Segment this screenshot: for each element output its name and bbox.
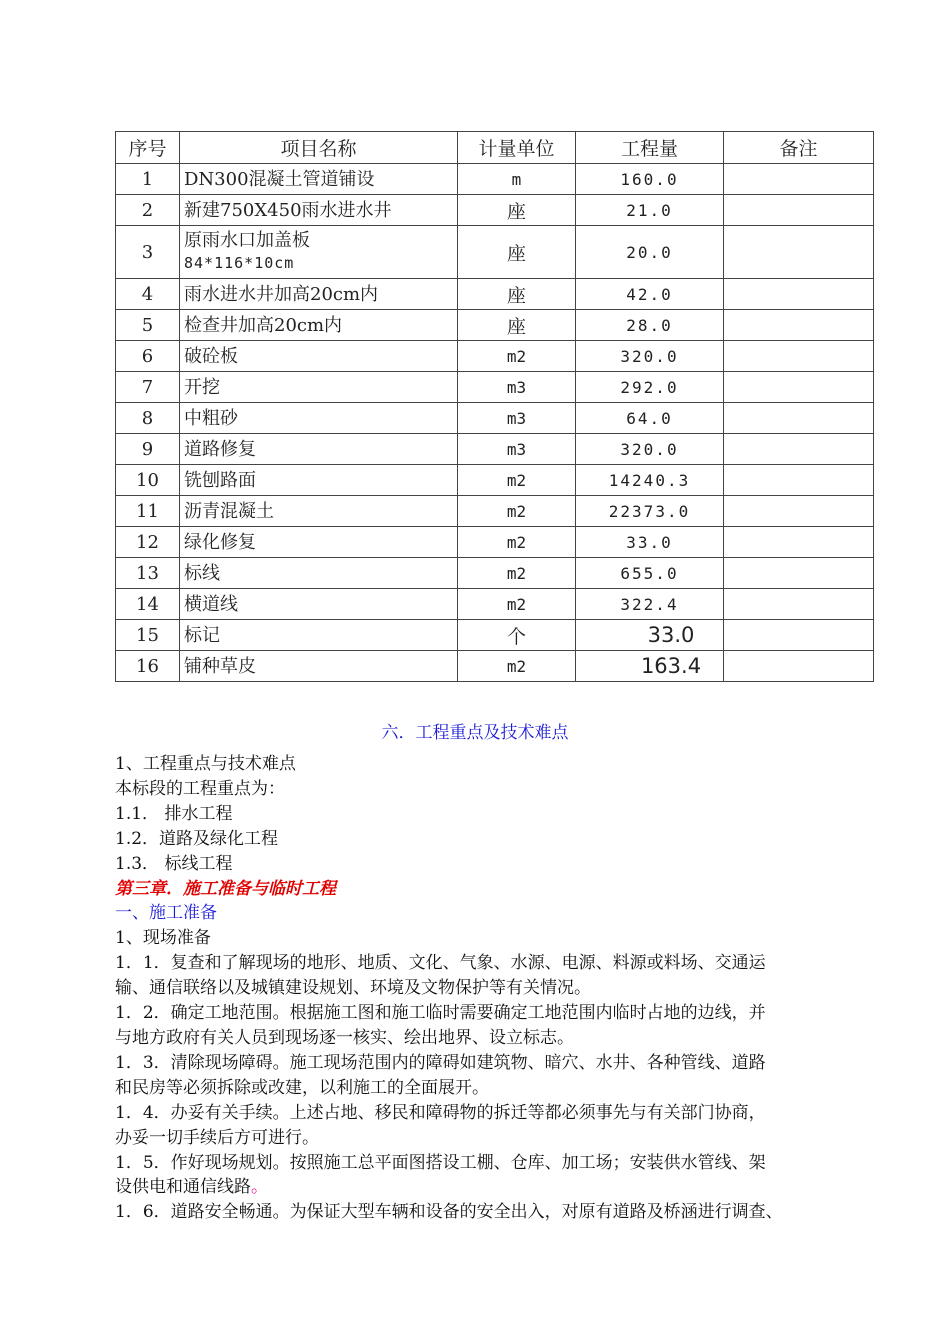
paragraph: 输、通信联络以及城镇建设规划、环境及文物保护等有关情况。 xyxy=(115,978,591,999)
table-row xyxy=(116,372,874,403)
subsection-heading: 一、施工准备 xyxy=(115,903,217,924)
cell-qty: 20.0 xyxy=(576,226,724,279)
cell-no: 10 xyxy=(116,465,180,496)
table-row xyxy=(116,164,874,195)
cell-name-line2: 84*116*10cm xyxy=(184,254,295,272)
table-row xyxy=(116,403,874,434)
cell-unit: m2 xyxy=(458,341,576,372)
paragraph: 本标段的工程重点为： xyxy=(115,778,285,799)
cell-note xyxy=(724,226,874,279)
cell-note xyxy=(724,310,874,341)
paragraph: 办妥一切手续后方可进行。 xyxy=(115,1127,319,1148)
cell-note xyxy=(724,527,874,558)
cell-note xyxy=(724,651,874,682)
col-header-no: 序号 xyxy=(116,132,180,164)
cell-no: 7 xyxy=(116,372,180,403)
cell-qty: 655.0 xyxy=(576,558,724,589)
cell-name: 沥青混凝土 xyxy=(180,496,458,527)
col-header-unit: 计量单位 xyxy=(458,132,576,164)
cell-no: 3 xyxy=(116,226,180,279)
cell-qty: 28.0 xyxy=(576,310,724,341)
cell-note xyxy=(724,558,874,589)
table-row xyxy=(116,226,874,279)
cell-name: 绿化修复 xyxy=(180,527,458,558)
table-row xyxy=(116,651,874,682)
paragraph-text: 设供电和通信线路 xyxy=(115,1177,251,1198)
cell-qty: 33.0 xyxy=(576,620,724,651)
paragraph: 1．3．清除现场障碍。施工现场范围内的障碍如建筑物、暗穴、水井、各种管线、道路 xyxy=(115,1052,766,1073)
cell-note xyxy=(724,496,874,527)
paragraph: 与地方政府有关人员到现场逐一核实、绘出地界、设立标志。 xyxy=(115,1027,574,1048)
cell-no: 13 xyxy=(116,558,180,589)
table-header-row xyxy=(116,132,874,164)
cell-no: 6 xyxy=(116,341,180,372)
cell-qty: 320.0 xyxy=(576,341,724,372)
cell-unit: m3 xyxy=(458,403,576,434)
cell-note xyxy=(724,164,874,195)
cell-name: 标记 xyxy=(180,620,458,651)
cell-name xyxy=(180,226,458,279)
cell-unit: m2 xyxy=(458,496,576,527)
paragraph: 1.2．道路及绿化工程 xyxy=(115,828,279,849)
paragraph: 1．4．办妥有关手续。上述占地、移民和障碍物的拆迁等都必须事先与有关部门协商， xyxy=(115,1102,766,1123)
table-row xyxy=(116,527,874,558)
cell-unit: m2 xyxy=(458,589,576,620)
chapter-heading: 第三章．施工准备与临时工程 xyxy=(115,878,336,899)
cell-note xyxy=(724,465,874,496)
table-row xyxy=(116,434,874,465)
table-row xyxy=(116,465,874,496)
cell-no: 16 xyxy=(116,651,180,682)
colored-period: 。 xyxy=(251,1177,268,1198)
paragraph: 1．6．道路安全畅通。为保证大型车辆和设备的安全出入，对原有道路及桥涵进行调查、 xyxy=(115,1202,783,1223)
section-title: 六．工程重点及技术难点 xyxy=(381,723,569,743)
table-row xyxy=(116,620,874,651)
col-header-qty: 工程量 xyxy=(576,132,724,164)
cell-name: 道路修复 xyxy=(180,434,458,465)
cell-unit: 座 xyxy=(458,310,576,341)
cell-name: 开挖 xyxy=(180,372,458,403)
paragraph: 1．2．确定工地范围。根据施工图和施工临时需要确定工地范围内临时占地的边线，并 xyxy=(115,1003,766,1024)
cell-note xyxy=(724,341,874,372)
paragraph: 1.1． 排水工程 xyxy=(115,803,233,824)
cell-name: DN300混凝土管道铺设 xyxy=(180,164,458,195)
table-row xyxy=(116,195,874,226)
paragraph: 1．5．作好现场规划。按照施工总平面图搭设工棚、仓库、加工场；安装供水管线、架 xyxy=(115,1152,766,1173)
cell-name: 横道线 xyxy=(180,589,458,620)
cell-note xyxy=(724,620,874,651)
cell-unit: 座 xyxy=(458,226,576,279)
cell-no: 11 xyxy=(116,496,180,527)
cell-unit: 座 xyxy=(458,195,576,226)
cell-no: 2 xyxy=(116,195,180,226)
document-body xyxy=(115,752,885,1225)
cell-qty: 33.0 xyxy=(576,527,724,558)
table-row xyxy=(116,558,874,589)
cell-qty: 160.0 xyxy=(576,164,724,195)
cell-no: 5 xyxy=(116,310,180,341)
cell-no: 15 xyxy=(116,620,180,651)
table-row xyxy=(116,589,874,620)
paragraph: 1、工程重点与技术难点 xyxy=(115,754,296,774)
cell-qty: 292.0 xyxy=(576,372,724,403)
cell-qty: 21.0 xyxy=(576,195,724,226)
cell-qty: 14240.3 xyxy=(576,465,724,496)
col-header-note: 备注 xyxy=(724,132,874,164)
table-row xyxy=(116,496,874,527)
paragraph: 1.3． 标线工程 xyxy=(115,853,233,874)
cell-unit: m2 xyxy=(458,465,576,496)
cell-qty: 163.4 xyxy=(576,651,724,682)
cell-qty: 320.0 xyxy=(576,434,724,465)
cell-name: 铺种草皮 xyxy=(180,651,458,682)
cell-no: 4 xyxy=(116,279,180,310)
cell-no: 14 xyxy=(116,589,180,620)
col-header-name: 项目名称 xyxy=(180,132,458,164)
cell-qty: 64.0 xyxy=(576,403,724,434)
paragraph xyxy=(115,1175,885,1200)
cell-unit: m3 xyxy=(458,372,576,403)
cell-qty: 22373.0 xyxy=(576,496,724,527)
cell-unit: m3 xyxy=(458,434,576,465)
cell-note xyxy=(724,279,874,310)
cell-note xyxy=(724,372,874,403)
cell-name: 检查井加高20cm内 xyxy=(180,310,458,341)
cell-note xyxy=(724,195,874,226)
cell-name: 中粗砂 xyxy=(180,403,458,434)
cell-no: 9 xyxy=(116,434,180,465)
cell-unit: m2 xyxy=(458,527,576,558)
cell-no: 8 xyxy=(116,403,180,434)
cell-qty: 322.4 xyxy=(576,589,724,620)
cell-unit: m xyxy=(458,164,576,195)
cell-name: 新建750X450雨水进水井 xyxy=(180,195,458,226)
quantity-table xyxy=(115,131,874,682)
cell-qty: 42.0 xyxy=(576,279,724,310)
cell-unit: 个 xyxy=(458,620,576,651)
cell-unit: m2 xyxy=(458,558,576,589)
cell-note xyxy=(724,589,874,620)
cell-name: 铣刨路面 xyxy=(180,465,458,496)
cell-name: 雨水进水井加高20cm内 xyxy=(180,279,458,310)
cell-note xyxy=(724,434,874,465)
table-row xyxy=(116,341,874,372)
cell-name-line1: 原雨水口加盖板 xyxy=(184,230,310,251)
cell-unit: m2 xyxy=(458,651,576,682)
paragraph: 和民房等必须拆除或改建，以利施工的全面展开。 xyxy=(115,1077,489,1098)
cell-note xyxy=(724,403,874,434)
cell-name: 破砼板 xyxy=(180,341,458,372)
table-row xyxy=(116,310,874,341)
cell-no: 12 xyxy=(116,527,180,558)
cell-unit: 座 xyxy=(458,279,576,310)
cell-name: 标线 xyxy=(180,558,458,589)
paragraph: 1．1．复查和了解现场的地形、地质、文化、气象、水源、电源、料源或料场、交通运 xyxy=(115,953,766,974)
cell-no: 1 xyxy=(116,164,180,195)
table-row xyxy=(116,279,874,310)
paragraph: 1、现场准备 xyxy=(115,928,211,949)
